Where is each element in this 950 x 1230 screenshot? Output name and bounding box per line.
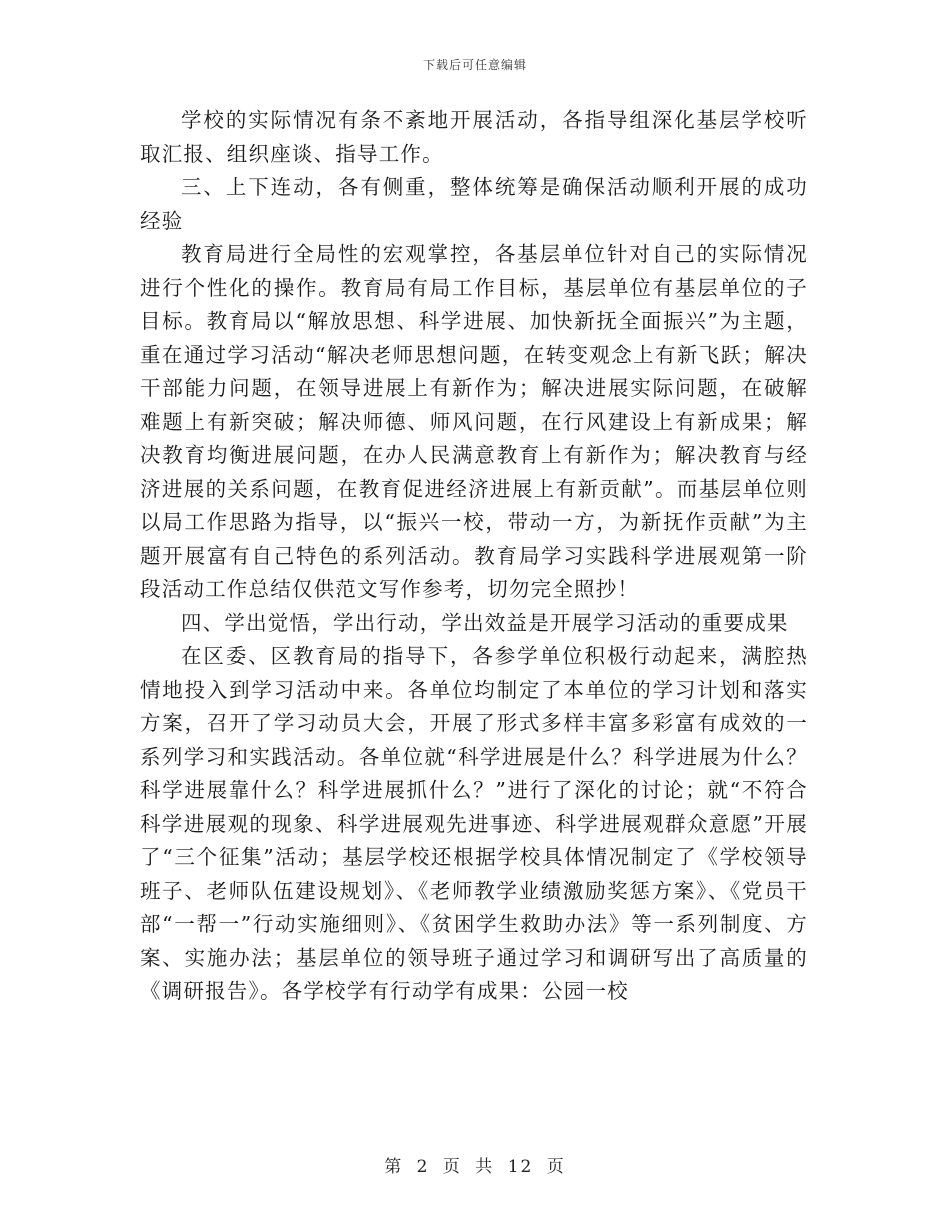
page-label-prefix: 第 [384,1157,404,1177]
header-note: 下载后可任意编辑 [422,58,527,72]
page-total: 12 [507,1157,534,1177]
page-current: 2 [416,1157,430,1177]
page-footer [0,1152,950,1177]
section-heading-4: 四、学出觉悟，学出行动，学出效益是开展学习活动的重要成果 [181,610,789,635]
paragraph-continuation: 学校的实际情况有条不紊地开展活动，各指导组深化基层学校听取汇报、组织座谈、指导工作。 [140,108,808,166]
page-label-mid: 页 [442,1157,462,1177]
page-label-total-prefix: 共 [475,1157,495,1177]
paragraph-body: 在区委、区教育局的指导下，各参学单位积极行动起来，满腔热情地投入到学习活动中来。各单位均制定了本单位的学习计划和落实方案，召开了学习动员大会，开展了形式多样丰富多彩富有成效的一系列学习和实践活动。各单位就“科学进展是什么？科学进展为什么？科学进展靠什么？科学进展抓什么？”进行了深化的讨论；就“不符合科学进展观的现象、科学进展观先进事迹、科学进展观群众意愿”开展了“三个征集”活动；基层学校还根据学校具体情况制定了《学校领导班子、老师队伍建设规划》、《老师教学业绩激励奖惩方案》、《党员干部“一帮一”行动实施细则》、《贫困学生救助办法》等一系列制度、方案、实施办法；基层单位的领导班子通过学习和调研写出了高质量的《调研报告》。各学校学有行动学有成果：公园一校 [140,644,808,1003]
page-label-suffix: 页 [546,1157,566,1177]
document-body [140,104,808,1009]
paragraph-body: 教育局进行全局性的宏观掌控，各基层单位针对自己的实际情况进行个性化的操作。教育局有局工作目标，基层单位有基层单位的子目标。教育局以“解放思想、科学进展、加快新抚全面振兴”为主题，重在通过学习活动“解决老师思想问题，在转变观念上有新飞跃；解决干部能力问题，在领导进展上有新作为；解决进展实际问题，在破解难题上有新突破；解决师德、师风问题，在行风建设上有新成果；解决教育均衡进展问题，在办人民满意教育上有新作为；解决教育与经济进展的关系问题，在教育促进经济进展上有新贡献”。而基层单位则以局工作思路为指导，以“振兴一校，带动一方，为新抚作贡献”为主题开展富有自己特色的系列活动。教育局学习实践科学进展观第一阶段活动工作总结仅供范文写作参考，切勿完全照抄！ [140,242,808,601]
section-heading-3: 三、上下连动，各有侧重，整体统筹是确保活动顺利开展的成功经验 [140,175,808,233]
